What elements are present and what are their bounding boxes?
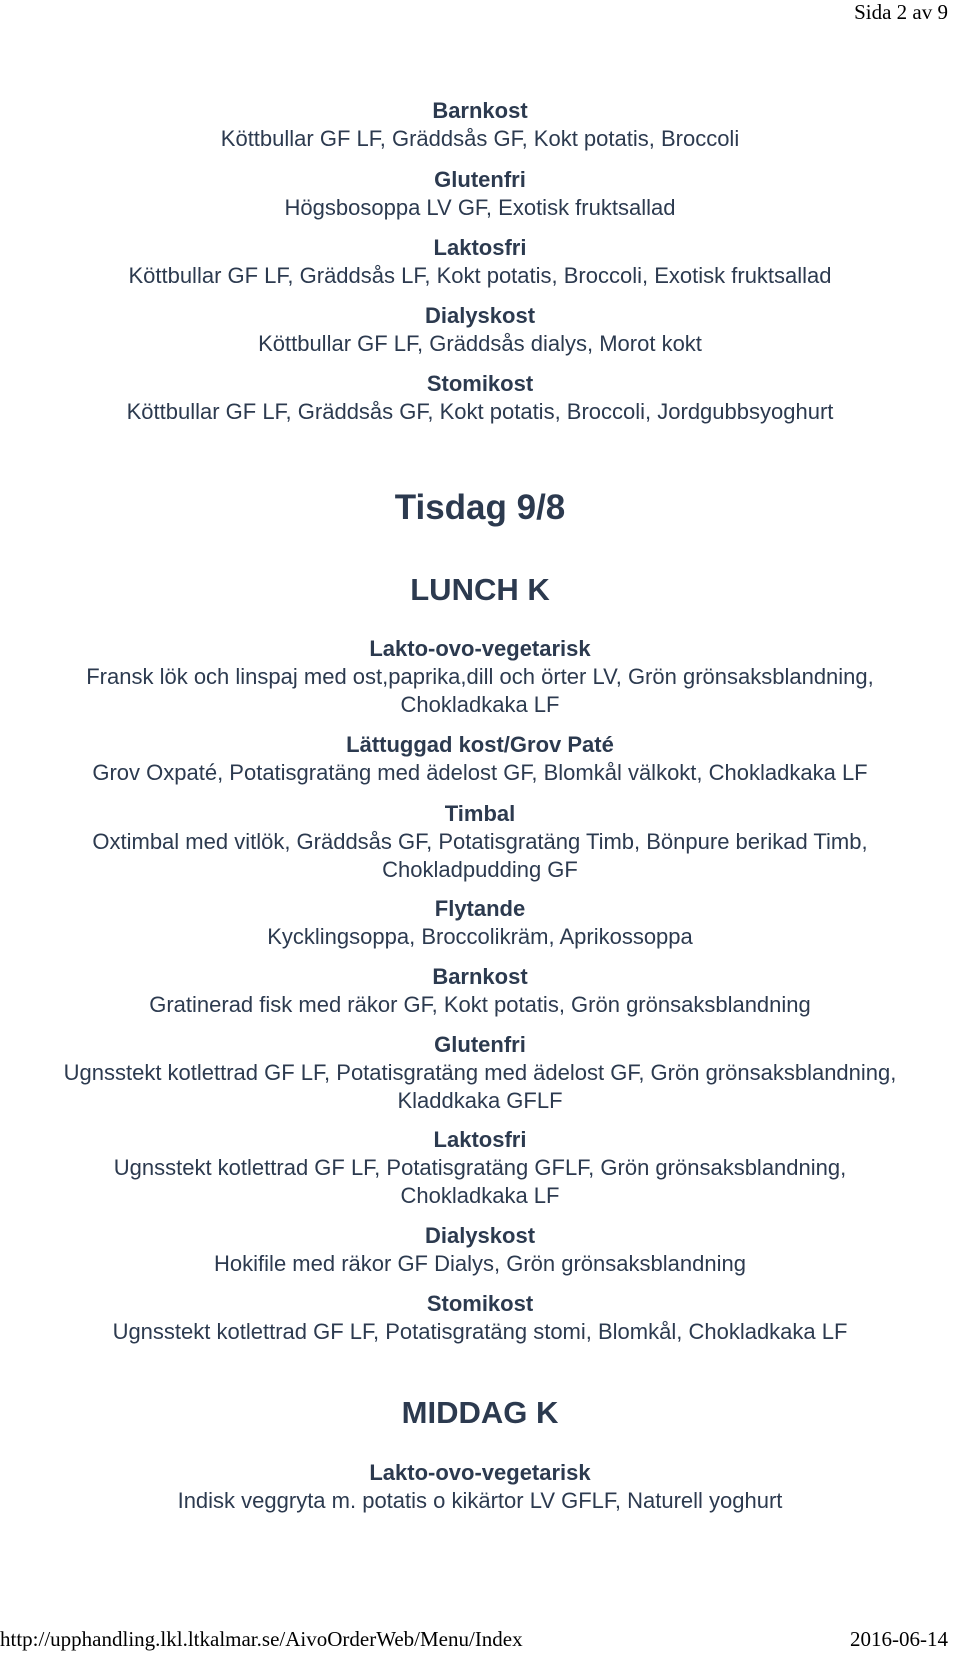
menu-entry bbox=[0, 1126, 960, 1210]
diet-category: Flytande bbox=[434, 896, 526, 921]
menu-items: Ugnsstekt kotlettrad GF LF, Potatisgratäng stomi, Blomkål, Chokladkaka LF bbox=[112, 1319, 848, 1344]
footer-url: http://upphandling.lkl.ltkalmar.se/AivoOrderWeb/Menu/Index bbox=[0, 1627, 523, 1651]
diet-category: Glutenfri bbox=[434, 167, 526, 192]
menu-items: Köttbullar GF LF, Gräddsås LF, Kokt potatis, Broccoli, Exotisk fruktsallad bbox=[128, 263, 832, 288]
menu-items: Kycklingsoppa, Broccolikräm, Aprikossoppa bbox=[267, 924, 693, 949]
diet-category: Lakto-ovo-vegetarisk bbox=[369, 1460, 591, 1485]
menu-items: Köttbullar GF LF, Gräddsås dialys, Morot kokt bbox=[258, 331, 702, 356]
meal-heading-dinner: MIDDAG K bbox=[401, 1395, 559, 1430]
menu-entry bbox=[0, 731, 960, 787]
menu-entry bbox=[0, 1459, 960, 1515]
diet-category: Stomikost bbox=[426, 1291, 534, 1316]
diet-category: Laktosfri bbox=[433, 1127, 527, 1152]
diet-category: Lakto-ovo-vegetarisk bbox=[369, 636, 591, 661]
menu-entry bbox=[0, 1031, 960, 1115]
menu-items: Hokifile med räkor GF Dialys, Grön grönsaksblandning bbox=[214, 1251, 746, 1276]
day-heading: Tisdag 9/8 bbox=[394, 488, 566, 527]
diet-category: Stomikost bbox=[426, 371, 534, 396]
diet-category: Barnkost bbox=[432, 964, 528, 989]
footer-date: 2016-06-14 bbox=[850, 1627, 948, 1651]
menu-entry bbox=[0, 302, 960, 358]
menu-entry bbox=[0, 166, 960, 222]
menu-items: Gratinerad fisk med räkor GF, Kokt potatis, Grön grönsaksblandning bbox=[149, 992, 811, 1017]
menu-items: Högsbosoppa LV GF, Exotisk fruktsallad bbox=[284, 195, 676, 220]
menu-entry bbox=[0, 800, 960, 884]
menu-items: Grov Oxpaté, Potatisgratäng med ädelost GF, Blomkål välkokt, Chokladkaka LF bbox=[92, 760, 868, 785]
diet-category: Barnkost bbox=[432, 98, 528, 123]
menu-entry bbox=[0, 1290, 960, 1346]
menu-items: Köttbullar GF LF, Gräddsås GF, Kokt potatis, Broccoli bbox=[220, 126, 740, 151]
diet-category: Laktosfri bbox=[433, 235, 527, 260]
menu-items: Oxtimbal med vitlök, Gräddsås GF, Potatisgratäng Timb, Bönpure berikad Timb, Chokladpudding GF bbox=[92, 829, 868, 882]
diet-category: Dialyskost bbox=[424, 1223, 536, 1248]
menu-entry bbox=[0, 234, 960, 290]
menu-entry bbox=[0, 370, 960, 426]
menu-items: Indisk veggryta m. potatis o kikärtor LV GFLF, Naturell yoghurt bbox=[177, 1488, 783, 1513]
diet-category: Dialyskost bbox=[424, 303, 536, 328]
menu-items: Ugnsstekt kotlettrad GF LF, Potatisgratäng med ädelost GF, Grön grönsaksblandning, Kladdkaka GFLF bbox=[63, 1060, 897, 1113]
menu-entry bbox=[0, 963, 960, 1019]
diet-category: Glutenfri bbox=[434, 1032, 526, 1057]
menu-entry bbox=[0, 1222, 960, 1278]
menu-items: Ugnsstekt kotlettrad GF LF, Potatisgratäng GFLF, Grön grönsaksblandning, Chokladkaka LF bbox=[113, 1155, 847, 1208]
menu-items: Köttbullar GF LF, Gräddsås GF, Kokt potatis, Broccoli, Jordgubbsyoghurt bbox=[126, 399, 834, 424]
menu-items: Fransk lök och linspaj med ost,paprika,dill och örter LV, Grön grönsaksblandning, Chokladkaka LF bbox=[86, 664, 874, 717]
menu-entry bbox=[0, 635, 960, 719]
meal-heading-lunch: LUNCH K bbox=[410, 572, 550, 607]
diet-category: Timbal bbox=[444, 801, 516, 826]
page-number-label: Sida 2 av 9 bbox=[854, 0, 948, 24]
menu-entry bbox=[0, 895, 960, 951]
menu-entry bbox=[0, 97, 960, 153]
diet-category: Lättuggad kost/Grov Paté bbox=[346, 732, 614, 757]
